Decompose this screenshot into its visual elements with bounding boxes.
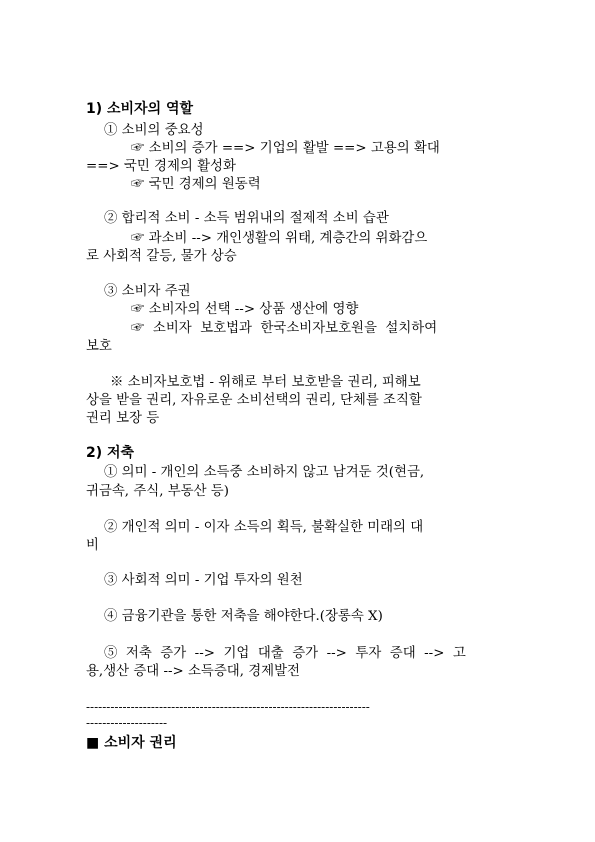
item-rational-title: ② 합리적 소비 - 소득 범위내의 절제적 소비 습관	[104, 211, 389, 226]
note-consumer-protection-line2: 상을 받을 권리, 자유로운 소비선택의 권리, 단체를 조직할	[86, 393, 422, 408]
note-consumer-protection-line1: ※ 소비자보호법 - 위해로 부터 보호받을 권리, 피해보	[110, 375, 421, 390]
item-importance-line2: ==> 국민 경제의 활성화	[86, 159, 236, 174]
section-heading-savings: 2) 저축	[86, 445, 135, 461]
item-importance-line1: ☞ 소비의 증가 ==> 기업의 활발 ==> 고용의 확대	[131, 141, 440, 156]
divider-line1: ----------------------------------------------------------------------	[86, 700, 370, 714]
savings-personal-line1: ② 개인적 의미 - 이자 소득의 획득, 불확실한 미래의 대	[104, 520, 424, 535]
savings-personal-line2: 비	[86, 538, 99, 553]
item-sovereignty-line2: ☞ 소비자 보호법과 한국소비자보호원을 설치하여	[131, 321, 438, 336]
item-sovereignty-title: ③ 소비자 주권	[104, 284, 191, 299]
note-consumer-protection-line3: 권리 보장 등	[86, 411, 160, 426]
item-rational-line1: ☞ 과소비 --> 개인생활의 위태, 계층간의 위화감으	[131, 231, 428, 246]
savings-growth-line1: ⑤ 저축 증가 --> 기업 대출 증가 --> 투자 증대 --> 고	[104, 646, 466, 661]
savings-social-line1: ③ 사회적 의미 - 기업 투자의 원천	[104, 573, 303, 588]
section-heading-consumer-rights: ■ 소비자 권리	[86, 735, 177, 751]
savings-meaning-line2: 귀금속, 주식, 부동산 등)	[86, 484, 229, 499]
item-importance-line3: ☞ 국민 경제의 원동력	[131, 177, 261, 192]
divider-line2: --------------------	[86, 716, 168, 730]
item-sovereignty-line1: ☞ 소비자의 선택 --> 상품 생산에 영향	[131, 302, 359, 317]
savings-growth-line2: 용,생산 증대 --> 소득증대, 경제발전	[86, 664, 300, 679]
savings-meaning-line1: ① 의미 - 개인의 소득중 소비하지 않고 남겨둔 것(현금,	[104, 465, 425, 480]
savings-financial-line1: ④ 금융기관을 통한 저축을 해야한다.(장롱속 X)	[104, 609, 383, 624]
section-heading-consumer-role: 1) 소비자의 역할	[86, 101, 194, 117]
item-sovereignty-line3: 보호	[86, 339, 112, 354]
item-importance-title: ① 소비의 중요성	[104, 123, 204, 138]
item-rational-line2: 로 사회적 갈등, 물가 상승	[86, 249, 237, 264]
